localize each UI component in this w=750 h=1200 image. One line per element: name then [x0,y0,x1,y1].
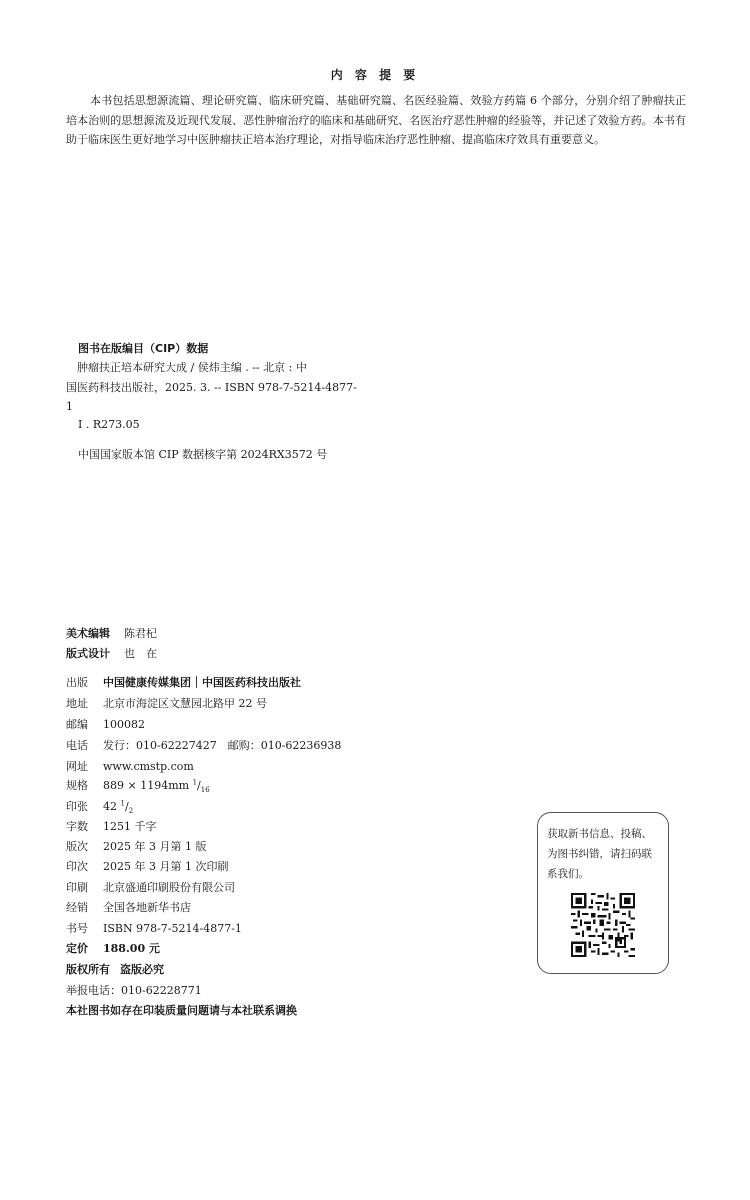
info-label: 定价 [66,942,88,955]
info-printing [66,858,228,874]
info-label: 电话 [66,739,88,752]
info-value: 发行：010-62227427 邮购：010-62236938 [103,739,342,752]
info-phone [66,737,341,753]
info-value: 1251 千字 [103,820,157,833]
info-price [66,940,160,956]
qr-code-icon[interactable] [571,893,635,957]
info-value: www.cmstp.com [103,760,194,773]
info-value: 889 × 1194mm [103,779,193,792]
qr-contact-box [537,812,669,974]
fraction-numerator: 1 [192,778,198,787]
info-value: 2025 年 3 月第 1 次印刷 [103,860,229,873]
summary-body: 本书包括思想源流篇、理论研究篇、临床研究篇、基础研究篇、名医经验篇、效验方药篇 6 个部分，分别介绍了肿瘤扶正培本治则的思想源流及近现代发展、恶性肿瘤治疗的临床和基础研究、名医治疗恶性肿瘤的经验等，并记述了效验方药。本书有助于临床医生更好地学习中医肿瘤扶正培本治疗理论，对指导临床治疗恶性肿瘤、提高临床疗效具有重要意义。 [66,94,686,146]
credit-value: 也 在 [124,647,157,660]
info-value: ISBN 978-7-5214-4877-1 [103,922,242,935]
info-label: 印张 [66,800,88,813]
cip-classification: Ⅰ . R273.05 [78,418,140,431]
info-label: 经销 [66,901,88,914]
info-label: 规格 [66,779,88,792]
fraction-denominator: 16 [200,786,210,795]
info-label: 书号 [66,922,88,935]
info-label: 出版 [66,676,88,689]
report-phone: 举报电话：010-62228771 [66,984,202,997]
fraction-numerator: 1 [120,799,125,808]
cip-line: 肿瘤扶正培本研究大成 / 侯炜主编 . -- 北京 : 中 [66,361,307,374]
info-distributor [66,899,191,915]
cip-heading: 图书在版编目（CIP）数据 [78,342,209,355]
info-printer [66,879,235,895]
info-value: 北京盛通印刷股份有限公司 [103,881,235,894]
info-postcode [66,716,145,732]
info-value: 100082 [103,718,145,731]
info-publisher [66,674,301,690]
info-website [66,758,194,774]
cip-line: 1 [66,400,73,413]
info-label: 版次 [66,840,88,853]
info-value: 全国各地新华书店 [103,901,191,914]
qr-instructions: 获取新书信息、投稿、为图书纠错，请扫码联系我们。 [547,828,652,880]
info-label: 邮编 [66,718,88,731]
credit-art-editor [66,625,157,641]
info-word-count [66,818,157,834]
copyright-notice [66,961,174,977]
info-format: 规格 889 × 1194mm $^1/_{16}$ [66,778,210,795]
info-address [66,695,267,711]
cip-record-number: 中国国家版本馆 CIP 数据核字第 2024RX3572 号 [78,448,328,461]
info-value: 42 [103,800,121,813]
info-label: 印次 [66,860,88,873]
info-sheets: 印张 42 $^1/_2$ [66,799,134,816]
summary-title: 内 容 提 要 [330,68,420,82]
credit-label: 版式设计 [66,647,110,660]
info-label: 印刷 [66,881,88,894]
rights-reserved: 版权所有 [66,963,110,976]
info-label: 地址 [66,697,88,710]
info-value: 北京市海淀区文慧园北路甲 22 号 [103,697,267,710]
info-isbn [66,920,242,936]
info-value: 中国健康传媒集团｜中国医药科技出版社 [103,676,301,689]
info-value: 2025 年 3 月第 1 版 [103,840,207,853]
piracy-notice: 盗版必究 [120,963,164,976]
credit-layout-designer [66,645,157,661]
quality-notice: 本社图书如存在印装质量问题请与本社联系调换 [66,1004,297,1017]
info-value: 188.00 元 [103,942,160,955]
credit-label: 美术编辑 [66,627,110,640]
info-label: 字数 [66,820,88,833]
info-edition [66,838,206,854]
cip-line: 国医药科技出版社，2025. 3. -- ISBN 978-7-5214-4877- [66,381,357,394]
credit-value: 陈君杞 [124,627,157,640]
info-label: 网址 [66,760,88,773]
fraction-denominator: 2 [128,807,134,816]
